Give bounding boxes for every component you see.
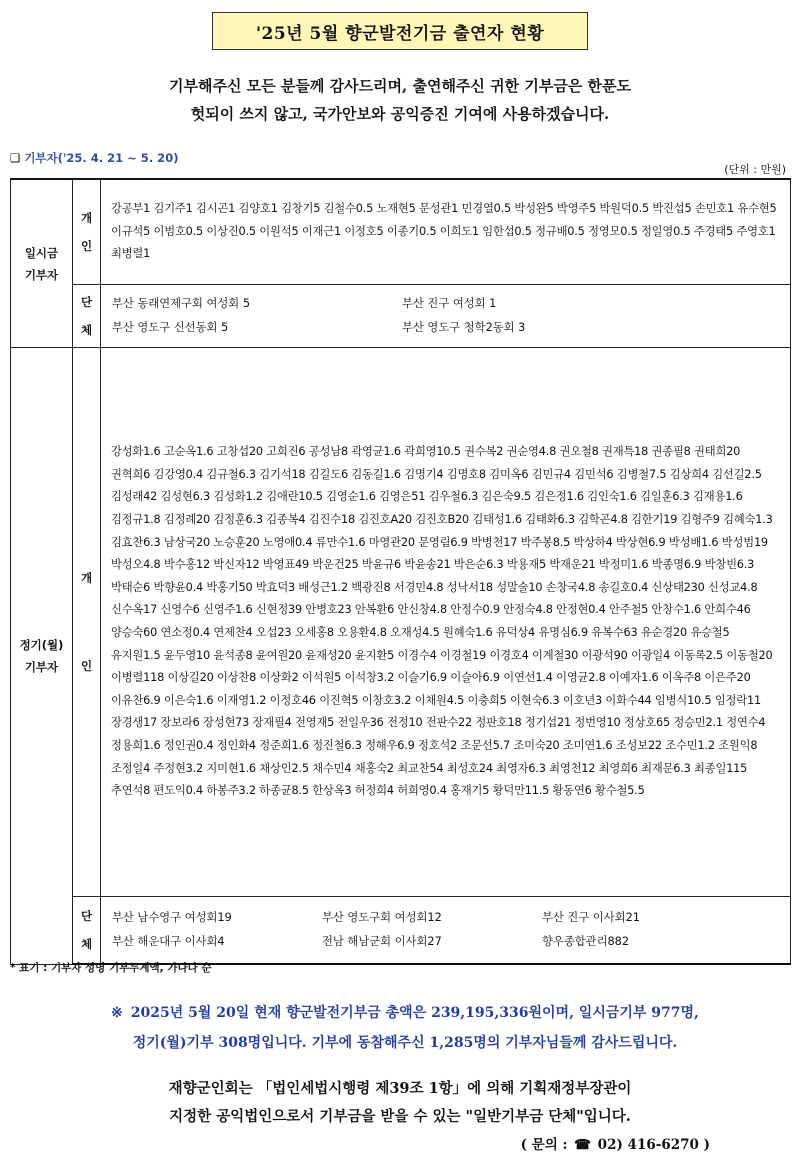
contact-prefix: ( 문의 : xyxy=(520,1137,568,1153)
legal-line-1: 재향군인회는 「법인세법시행령 제39조 1항」에 의해 기획재정부장관이 xyxy=(168,1080,632,1097)
group-entry: 부산 영도구 신선동회 5 xyxy=(112,321,229,334)
table-footnote: * 표기 : 기부자 성명 기부누계액, 가나다 순 xyxy=(10,962,212,974)
thanks-line-2: 헛되이 쓰지 않고, 국가안보와 공익증진 기여에 사용하겠습니다. xyxy=(190,105,610,123)
summary-line-2: 정기(월)기부 308명입니다. 기부에 동참해주신 1,285명의 기부자님들께 감사드립니다. xyxy=(132,1035,678,1051)
label-char: 체 xyxy=(80,937,93,951)
group-entry: 부산 영도구회 여성회12 xyxy=(322,911,442,924)
group-entry: 부산 진구 이사회21 xyxy=(542,911,640,924)
group-entry: 부산 진구 여성회 1 xyxy=(402,297,497,310)
page-title-text: '25년 5월 향군발전기금 출연자 현황 xyxy=(255,23,545,44)
onetime-individual-row xyxy=(11,179,791,285)
checkbox-bullet-icon: ❑ xyxy=(10,151,21,165)
regular-group-row xyxy=(11,897,791,965)
phone-icon: ☎ xyxy=(574,1137,591,1153)
group-entry: 부산 남수영구 여성회19 xyxy=(112,911,232,924)
onetime-group-label xyxy=(73,285,101,348)
onetime-individual-label xyxy=(73,179,101,285)
group-entry: 전남 해남군회 이사회27 xyxy=(322,935,442,948)
unit-label: (단위 : 만원) xyxy=(724,163,786,176)
thanks-line-1: 기부해주신 모든 분들께 감사드리며, 출연해주신 귀한 기부금은 한푼도 xyxy=(169,77,631,95)
label-char: 인 xyxy=(80,659,93,673)
summary-notice xyxy=(40,998,770,1058)
section-heading xyxy=(10,150,178,166)
regular-group-label xyxy=(73,897,101,965)
regular-individual-names: 강성화1.6 고순옥1.6 고창섭20 고희진6 공성남8 곽영균1.6 곽희영10.5 권수복2 권순영4.8 권오철8 권재특18 권종필8 권태희20 권혁희6 김강영0.4 김규철6.3 김기석18 김길도6 김동길1.6 김명기4 김명호8 김미옥6 김민규4 김민석6 김병철7.5 김상희4 김선길2.5 김성래42 김성현6.3 김성화1.2 김애란10.5 김영순1.6 김영은51 김우철6.3 김은숙9.5 김은정1.6 김인숙1.6 김일훈6.3 김재용1.6 김정규1.8 김정례20 김정훈6.3 김종복4 김진수18 김진호A20 김진호B20 김태성1.6 김태화6.3 김학곤4.8 김한기19 김형주9 김혜숙1.3 김효찬6.3 남상국20 노승훈20 노영애0.4 류만수1.6 마영관20 문영림6.9 박병천17 박주봉8.5 박상하4 박상현6.9 박성배1.6 박성범19 박성오4.8 박수홍12 박신자12 박영표49 박운건25 박윤규6 박윤송21 박은순6.3 박용재5 박재운21 박정미1.6 박종명6.9 박창빈6.3 박태순6 박향윤0.4 박홍기50 박효덕3 배성근1.2 백광진8 서경민4.8 성낙서18 성말술10 손창국4.8 송길호0.4 신상태230 신성교4.8 신수옥17 신영수6 신영주1.6 신현정39 안병호23 안복환6 안신창4.8 안정수0.9 안정숙4.8 안정현0.4 안주철5 안창수1.6 안희수46 양승숙60 연소정0.4 연제찬4 오섭23 오세홍8 오용환4.8 오재성4.5 원혜숙1.6 유덕상4 유명심6.9 유복수63 유순경20 유승철5 유지원1.5 윤두영10 윤석종8 윤여원20 윤재성20 윤지환5 이경수4 이경철19 이경호4 이계철30 이광석90 이광일4 이동록2.5 이동철20 이병렬118 이상길20 이상찬8 이상화2 이석원5 이석창3.2 이슬기6.9 이슬아6.9 이연선1.4 이영균2.8 이예자1.6 이옥주8 이은주20 이유찬6.9 이은숙1.6 이재영1.2 이정호46 이진혁5 이창호3.2 이채원4.5 이충희5 이현숙6.3 이호년3 이화수44 임병식10.5 임정락11 장경생17 장보라6 장성현73 장재필4 전영재5 전일우36 전정10 전판수22 정판호18 정기섭21 정번영10 정상호65 정승민2.1 정연수4 정용희1.6 정인권0.4 정인화4 정준희1.6 정진철6.3 정해우6.9 정호석2 조문선5.7 조미숙20 조미연1.6 조성보22 조수민1.2 조원익8 조정일4 주정현3.2 지미현1.6 채상인2.5 채수민4 채홍숙2 최교찬54 최성호24 최영자6.3 최영천12 최영희6 최재문6.3 최종일115 추연석8 편도익0.4 하봉주3.2 하종균8.5 한상옥3 허정희4 허희영0.4 홍재기5 황덕만11.5 황동연6 황수철5.5 xyxy=(101,348,791,897)
donor-table xyxy=(10,178,791,965)
thanks-message xyxy=(40,72,760,128)
page-title xyxy=(212,12,588,50)
onetime-individual-names: 강공부1 김기주1 김시곤1 김양호1 김창기5 김철수0.5 노재현5 문성관1 민경열0.5 박성완5 박영주5 박원덕0.5 박진섭5 손민호1 유수현5 이규석5 이범호0.5 이상진0.5 이원석5 이재근1 이정호5 이종기0.5 이희도1 임한섭0.5 정규배0.5 정영모0.5 정일영0.5 주경태5 주영호1 최병렬1 xyxy=(101,179,791,285)
label-char: 개 xyxy=(80,211,93,225)
group-entry: 부산 동래연제구회 여성회 5 xyxy=(112,297,251,310)
reference-mark-icon: ※ xyxy=(111,1005,123,1021)
regular-category-line-1: 정기(월) xyxy=(19,637,64,652)
label-char: 인 xyxy=(80,239,93,253)
section-label: 기부자('25. 4. 21 ~ 5. 20) xyxy=(24,151,179,165)
legal-line-2: 지정한 공익법인으로서 기부금을 받을 수 있는 "일반기부금 단체"입니다. xyxy=(169,1108,631,1125)
onetime-group-row xyxy=(11,285,791,348)
label-char: 체 xyxy=(80,323,93,337)
onetime-group-cell xyxy=(101,285,791,348)
summary-line-1 xyxy=(40,998,770,1028)
summary-line-1-text: 2025년 5월 20일 현재 향군발전기부금 총액은 239,195,336원이며, 일시금기부 977명, xyxy=(130,1005,699,1021)
regular-category-line-2: 기부자 xyxy=(24,659,59,674)
regular-individual-label xyxy=(73,348,101,897)
label-char: 개 xyxy=(80,571,93,585)
regular-group-cell xyxy=(101,897,791,965)
onetime-category-cell xyxy=(11,179,73,348)
group-entry: 부산 해운대구 이사회4 xyxy=(112,935,225,948)
contact-info xyxy=(521,1133,710,1153)
legal-notice xyxy=(40,1075,760,1131)
regular-individual-row xyxy=(11,348,791,897)
onetime-category-line-1: 일시금 xyxy=(24,245,59,260)
label-char: 단 xyxy=(80,909,93,923)
group-entry: 부산 영도구 청학2동회 3 xyxy=(402,321,526,334)
group-entry: 향우종합관리882 xyxy=(542,935,630,948)
regular-category-cell xyxy=(11,348,73,965)
contact-phone: 02) 416-6270 ) xyxy=(597,1137,710,1153)
onetime-category-line-2: 기부자 xyxy=(24,267,59,282)
label-char: 단 xyxy=(80,295,93,309)
